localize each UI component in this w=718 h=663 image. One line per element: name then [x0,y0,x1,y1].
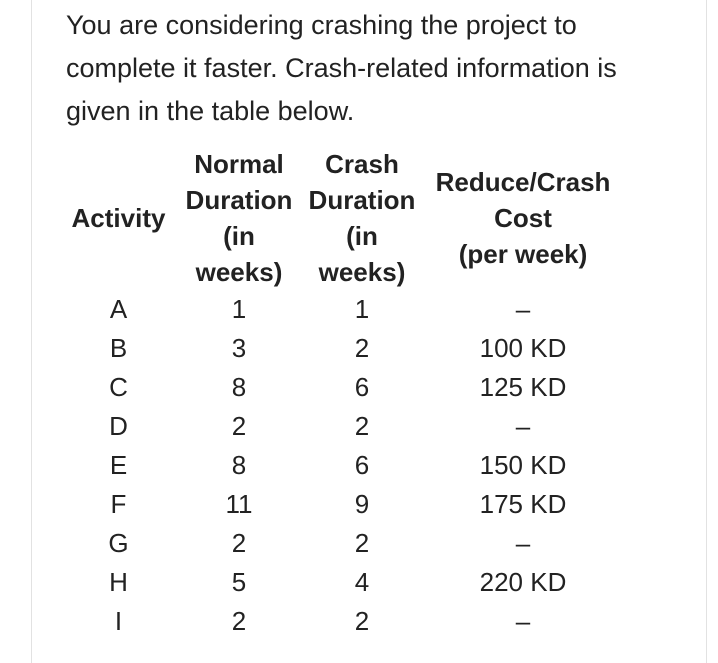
content-border-left [31,0,32,663]
header-activity [60,146,177,290]
cell-normal-duration: 2 [231,606,247,636]
cell-activity: D [109,411,128,441]
cell-crash-duration: 2 [354,411,370,441]
table-row [60,446,623,485]
intro-paragraph: You are considering crashing the project to complete it faster. Crash-related information is given in the table below. [66,10,617,126]
cell-crash-cost: 150 KD [479,450,567,480]
cell-normal-duration: 1 [231,294,247,324]
cell-activity: A [109,294,128,324]
cell-crash-cost: 125 KD [479,372,567,402]
cell-normal-duration: 8 [231,450,247,480]
cell-normal-duration: 3 [231,333,247,363]
header-normal-line: weeks) [195,257,283,287]
cell-crash-duration: 6 [354,450,370,480]
cell-activity: E [109,450,128,480]
table-row [60,407,623,446]
cell-crash-cost: 175 KD [479,489,567,519]
cell-activity: F [110,489,127,519]
crash-table [60,146,623,641]
table-row [60,368,623,407]
cell-activity: G [108,528,129,558]
cell-normal-duration: 2 [231,411,247,441]
header-crash-line: Crash [325,149,399,179]
header-crash-cost [423,146,623,290]
table-row [60,290,623,329]
cell-activity: C [109,372,128,402]
cell-crash-duration: 9 [354,489,370,519]
header-cost-line: (per week) [458,239,588,269]
content-border-right [706,0,707,663]
cell-crash-duration: 1 [354,294,370,324]
cell-crash-duration: 6 [354,372,370,402]
header-normal-line: (in [223,221,255,251]
cell-crash-duration: 4 [354,567,370,597]
cell-normal-duration: 11 [225,489,253,519]
header-normal-duration [177,146,301,290]
header-crash-line: Duration [308,185,416,215]
header-activity-label: Activity [71,203,166,233]
cell-crash-duration: 2 [354,333,370,363]
cell-normal-duration: 5 [231,567,247,597]
table-row [60,329,623,368]
header-cost-line: Cost [494,203,552,233]
cell-activity: B [109,333,128,363]
cell-crash-duration: 2 [354,528,370,558]
table-header-row [60,146,623,290]
header-cost-line: Reduce/Crash [435,167,611,197]
cell-activity: H [109,567,128,597]
table-row [60,524,623,563]
header-crash-line: weeks) [318,257,406,287]
cell-crash-cost: – [515,294,531,324]
cell-activity: I [114,606,123,636]
header-normal-line: Normal [194,149,284,179]
cell-crash-cost: – [515,411,531,441]
header-crash-duration [301,146,423,290]
table-row [60,485,623,524]
cell-crash-cost: – [515,606,531,636]
table-row [60,563,623,602]
cell-normal-duration: 2 [231,528,247,558]
header-normal-line: Duration [185,185,293,215]
cell-crash-duration: 2 [354,606,370,636]
cell-crash-cost: 100 KD [479,333,567,363]
cell-normal-duration: 8 [231,372,247,402]
cell-crash-cost: – [515,528,531,558]
cell-crash-cost: 220 KD [479,567,567,597]
header-crash-line: (in [346,221,378,251]
table-row [60,602,623,641]
